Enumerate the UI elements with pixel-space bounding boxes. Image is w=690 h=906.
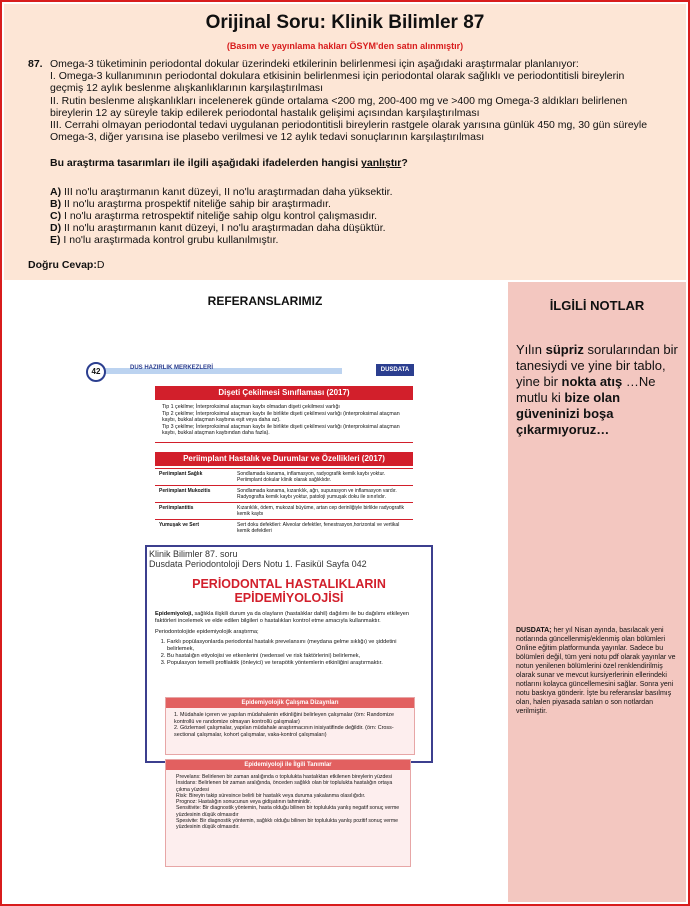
option-letter: C) xyxy=(50,210,62,223)
list-item: 2. Bu hastalığın etiyolojisi ve etkenlerini (nedensel ve risk faktörlerini) belirlemek, xyxy=(167,653,421,660)
dus-page-header xyxy=(86,362,416,376)
option-d[interactable] xyxy=(50,222,648,234)
answer-value: D xyxy=(96,259,105,271)
gum-item: Tip 1 çekilme; İnterproksimal ataçman kaybı olmadan dişeti çekilmesi varlığı xyxy=(162,404,340,410)
dusdata-note xyxy=(516,626,676,716)
header-label: DUS HAZIRLIK MERKEZLERİ xyxy=(130,365,213,371)
list-item: 2. Gözlemsel çalışmalar, yapılan müdahale araştırmacının inisiyatifinde değildir. (örn: Cross-sectional çalışmalar, kohort çalışmalar, vaka-kontrol çalışmaları) xyxy=(174,725,394,738)
option-b[interactable] xyxy=(50,198,648,210)
ask-text: Bu araştırma tasarımları ile ilgili aşağıdaki ifadelerden hangisi xyxy=(50,157,362,170)
notes-text: Yılın xyxy=(516,342,546,357)
notes-text: sorularından bir tanesiydi ve yine bir tablo, yine bir xyxy=(516,342,678,389)
options-list xyxy=(50,186,648,247)
row-value: Kızarıklık, ödem, mukozal büyüme, artan cep derinliğiyle birlikte radyografik kemik kaybı xyxy=(233,503,413,520)
question-ask xyxy=(50,157,648,169)
option-c[interactable] xyxy=(50,210,648,222)
dusdata-text: her yıl Nisan ayında, basılacak yeni notlarında güncellenmiş/eklenmiş olan bölümleri Online eğitim platformunda yayınlar. Sadece bu bölümleri değil, tüm yeni notu pdf olarak yayınlar ve notun yenilenen bölümlerini özel renklendirilmiş olarak sunar ve mevcut kursiyerlerinin ellerindeki notlarını kolayca güncellemesini sağlar. Sonra yeni notu baskıya gönderir. İşte bu referanslar basılmış olan, halen piyasada satılan o son notlardan verilmiştir. xyxy=(516,627,676,715)
table-row xyxy=(155,520,413,537)
periimplant-heading: Periimplant Hastalık ve Durumlar ve Özellikleri (2017) xyxy=(155,452,413,466)
notes-title: İLGİLİ NOTLAR xyxy=(549,298,645,313)
option-letter: A) xyxy=(50,185,62,198)
epidemiology-intro: Periodontolojide epidemiyolojik araştırma; xyxy=(155,629,259,636)
epidemiology-list xyxy=(155,639,421,668)
terms-heading: Epidemiyoloji ile İlgili Tanımlar xyxy=(166,760,410,770)
page-title: Orijinal Soru: Klinik Bilimler 87 xyxy=(205,12,485,33)
row-value: Sert doku defektleri: Alveolar defektler, fenestrasyon,horizontal ve vertikal kemik defektleri xyxy=(233,520,413,537)
option-text: I no'lu araştırma retrospektif niteliğe sahip olgu kontrol çalışmasıdır. xyxy=(61,210,378,223)
notes-bold: süpriz xyxy=(545,342,584,357)
option-a[interactable] xyxy=(50,186,648,198)
list-item: 3. Populasyon temelli profilaktik (önleyici) ve terapötik yöntemlerin etkinliğini araştırmaktır. xyxy=(167,660,421,667)
reference-page-image xyxy=(86,354,416,554)
reference-highlight-box xyxy=(145,545,433,763)
option-letter: B) xyxy=(50,197,62,210)
row-key: Yumuşak ve Sert xyxy=(155,520,233,537)
copyright-note: (Basım ve yayınlama hakları ÖSYM'den satın alınmıştır) xyxy=(226,41,464,51)
doc-title-line: EPİDEMİYOLOJİSİ xyxy=(234,591,344,605)
gum-item: Tip 3 çekilme; İnterproksimal ataçman kaybı ile birlikte dişeti çekilmesi varlığı (interproksimal ataçman kaybı, bukkal ataçman kaybından daha fazla). xyxy=(162,423,400,437)
correct-answer xyxy=(28,259,104,271)
epidemiology-text xyxy=(155,611,421,667)
list-item: Prognoz: Hastalığın sonucunun veya gidişatının tahminidir. xyxy=(176,799,311,806)
gum-recession-list xyxy=(162,404,410,437)
ask-mark: ? xyxy=(401,157,408,170)
list-item: İnsidans: Belirlenen bir zaman aralığında, önceden sağlıklı olan bir toplulukta hastalığın ortaya çıkma yüzdesi xyxy=(176,780,393,793)
list-item: Risk: Bireyin takip süresince belirli bir hastalık veya duruma yakalanma olasılığıdır. xyxy=(176,792,366,799)
row-key: Periimplantitis xyxy=(155,503,233,520)
option-letter: D) xyxy=(50,222,62,235)
doc-title-line: PERİODONTAL HASTALIKLARIN xyxy=(192,577,386,591)
gum-item: Tip 2 çekilme; İnterproksimal ataçman kaybı ile birlikte dişeti çekilmesi varlığı (interproksimal ataçman kaybı, bukkal ataçman kaybına eşit veya daha az). xyxy=(162,410,400,424)
option-letter: E) xyxy=(50,234,61,247)
caption-line: Dusdata Periodontoloji Ders Notu 1. Fasikül Sayfa 042 xyxy=(149,559,367,569)
notes-text: …Ne mutlu ki xyxy=(516,374,656,405)
notes-bold: bize olan güveninizi boşa çıkarmıyoruz… xyxy=(516,390,621,437)
question-block xyxy=(28,58,648,247)
reference-caption xyxy=(149,549,367,569)
reference-terms-image xyxy=(165,759,411,869)
references-title: REFERANSLARIMIZ xyxy=(207,294,323,308)
study-design-heading: Epidemiyolojik Çalışma Dizaynları xyxy=(166,698,414,708)
epidemiology-definition xyxy=(155,611,421,625)
study-design-box xyxy=(165,697,415,755)
study-design-list xyxy=(174,712,410,738)
question-item: I. Omega-3 kullanımının periodontal dokulara etkisinin belirlenmesi için periodontal olarak sağlıklı ve periodontitisli bireylerin geçmiş 12 aylık beslenme alışkanlıklarının karşılaştırılması xyxy=(50,70,625,95)
list-item: Prevelans: Belirlenen bir zaman aralığında o toplulukta hastalıktan etkilenen bireylerin yüzdesi xyxy=(176,774,392,780)
list-item: Sensitivite: Bir diagnostik yöntemin, hasta olduğu bilinen bir toplulukta yanlış negatif sonuç verme yüzdesinin düşük olmasıdır xyxy=(176,805,400,818)
ask-underlined: yanlıştır xyxy=(361,157,402,170)
question-item: III. Cerrahi olmayan periodontal tedavi uygulanan periodontitisli bireylerin rastgele olarak yarısına günlük 450 mg, 30 gün süreyle Omega-3, diğer yarısına ise plasebo verilmesi ve 12 aylık tedavi sonuçlarının karşılaştırılması xyxy=(50,119,648,144)
dusdata-logo: DUSDATA xyxy=(376,364,414,376)
doc-title xyxy=(147,577,431,605)
list-item: Spesivite: Bir diagnostik yöntemin, sağlıklı olduğu bilinen bir toplulukta yanlış pozitif sonuç verme yüzdesinin düşük olmasıdır. xyxy=(176,818,399,831)
table-row xyxy=(155,486,413,503)
divider xyxy=(155,442,413,443)
row-key: Periimplant Mukozitis xyxy=(155,486,233,503)
periimplant-table xyxy=(155,468,413,536)
row-key: Periimplant Sağlık xyxy=(155,469,233,486)
question-item: II. Rutin beslenme alışkanlıkları incelenerek günde ortalama <200 mg, 200-400 mg ve >400 mg Omega-3 aldıkları belirlenen bireylerin 12 ay süreyle takip edilerek periodontal hastalık gelişimi açısından karşılaştırılması xyxy=(50,94,628,119)
notes-bold: nokta atış xyxy=(561,374,623,389)
list-item: 1. Müdahale içeren ve yapılan müdahalenin etkinliğini belirleyen çalışmalar (örn: Randomize kontrollü ve randomize olmayan kontrollü çalışmalar) xyxy=(174,712,394,725)
question-panel xyxy=(4,4,686,280)
terms-box xyxy=(165,759,411,867)
table-row xyxy=(155,503,413,520)
option-text: III no'lu araştırmanın kanıt düzeyi, II no'lu araştırmadan daha yüksektir. xyxy=(61,185,393,198)
row-value: Sondlamada kanama, inflamasyon, radyografik kemik kaybı yoktur. Periimplant dokular klinik olarak sağlıklıdır. xyxy=(233,469,413,486)
option-e[interactable] xyxy=(50,234,648,246)
notes-panel xyxy=(508,282,686,902)
option-text: II no'lu araştırma prospektif niteliğe sahip bir araştırmadır. xyxy=(61,197,331,210)
table-row xyxy=(155,469,413,486)
list-item: 1. Farklı popülasyonlarda periodontal hastalık prevelansını (meydana gelme sıklığı) ve şiddetini belirlemek, xyxy=(167,639,421,653)
option-text: II no'lu araştırmanın kanıt düzeyi, I no'lu araştırmadan daha düşüktür. xyxy=(61,222,386,235)
answer-label: Doğru Cevap: xyxy=(28,259,97,271)
definition-term: Epidemiyoloji, xyxy=(155,611,193,617)
question-number: 87. xyxy=(28,58,43,70)
question-intro: Omega-3 tüketiminin periodontal dokular üzerindeki etkilerinin belirlenmesi için aşağıdaki araştırmalar planlanıyor: xyxy=(50,58,579,70)
gum-recession-heading: Dişeti Çekilmesi Sınıflaması (2017) xyxy=(155,386,413,400)
caption-line: Klinik Bilimler 87. soru xyxy=(149,549,238,559)
row-value: Sondlamada kanama, kızarıklık, ağrı, supurasyon ve inflamasyon vardır. Radyografta kemik kaybı yoktur, patoloji yumuşak doku ile sınırlıdır. xyxy=(233,486,413,503)
dusdata-label: DUSDATA; xyxy=(516,627,552,634)
terms-list xyxy=(176,774,404,831)
page-number-badge: 42 xyxy=(86,362,106,382)
notes-body xyxy=(516,342,680,438)
definition-text: sağlıkla ilişkili durum ya da olayların (hastalıklar dahil) dağılımı ile bu dağılımı etkileyen faktörleri incelemek ve elde edilen bilgileri o hastalıkları kontrol etme amacıyla kullanmaktır. xyxy=(155,611,409,625)
option-text: I no'lu araştırmada kontrol grubu kullanılmıştır. xyxy=(60,234,279,247)
